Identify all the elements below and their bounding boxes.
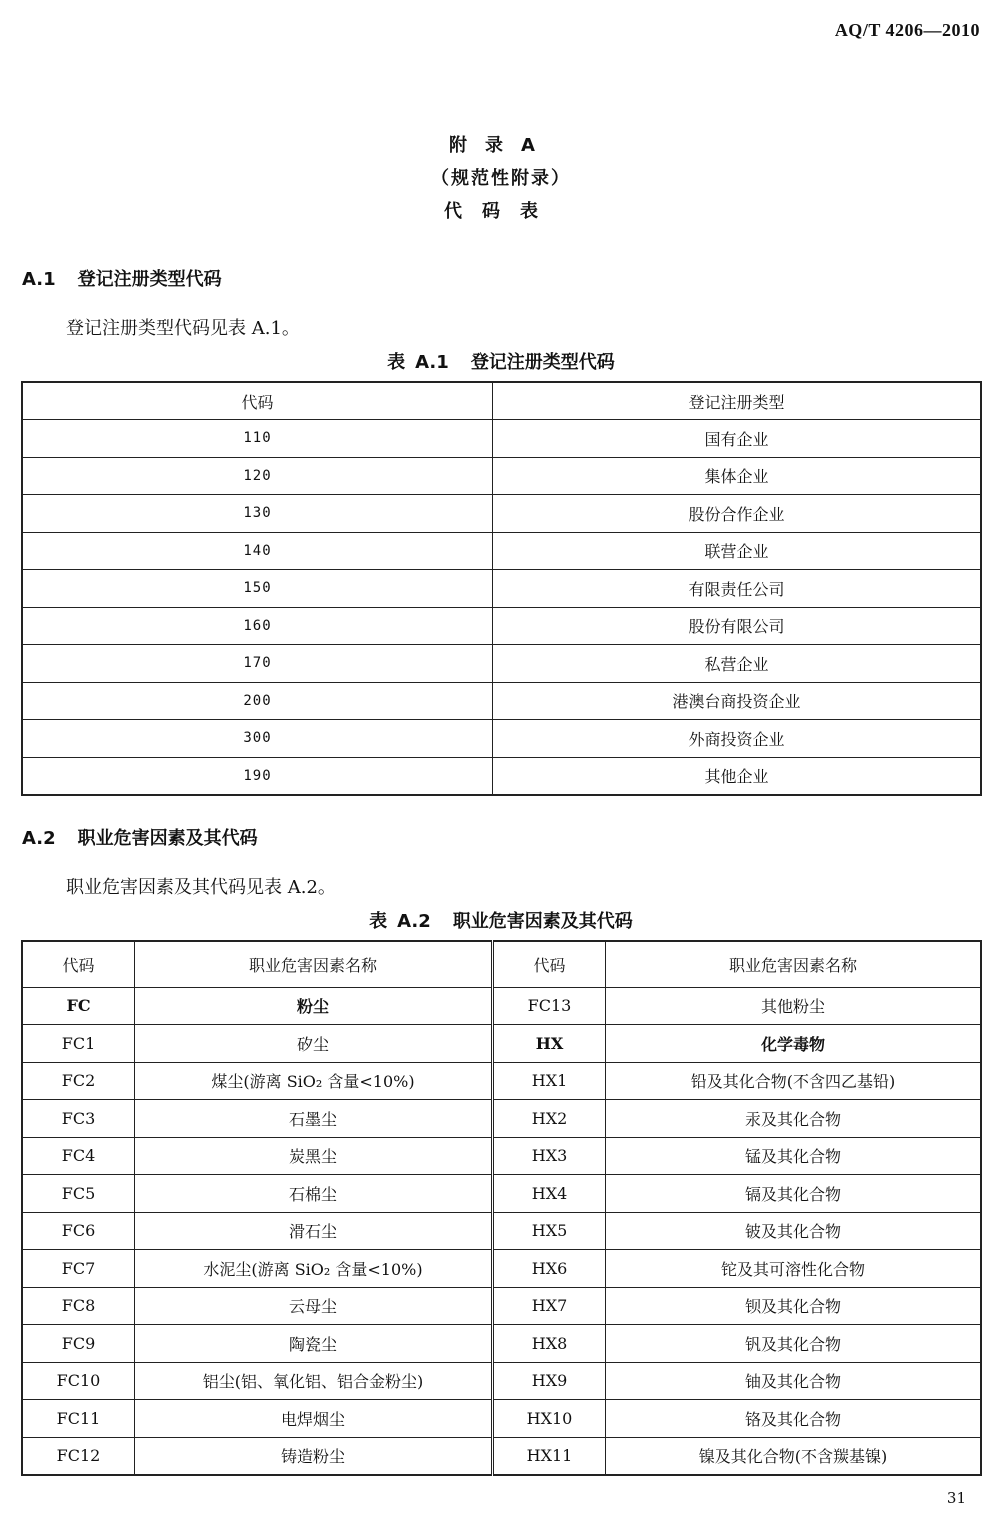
hazard-name-cell: 炭黑尘 xyxy=(135,1137,493,1175)
hazard-name-cell: 云母尘 xyxy=(135,1287,493,1325)
hazard-name-cell: 铀及其化合物 xyxy=(606,1362,982,1400)
hazard-name-cell: 钡及其化合物 xyxy=(606,1287,982,1325)
hazard-code-cell: HX8 xyxy=(493,1325,606,1363)
hazard-name-cell: 陶瓷尘 xyxy=(135,1325,493,1363)
header-name-left: 职业危害因素名称 xyxy=(135,941,493,987)
table-row xyxy=(22,1062,981,1100)
hazard-name-cell: 铝尘(铝、氧化铝、铝合金粉尘) xyxy=(135,1362,493,1400)
table-row xyxy=(22,1137,981,1175)
hazard-name-cell: 镍及其化合物(不含羰基镍) xyxy=(606,1437,982,1475)
section-a1-paragraph: 登记注册类型代码见表 A.1。 xyxy=(66,318,300,339)
section-a2-heading xyxy=(22,824,258,850)
hazard-code-cell: FC xyxy=(22,987,135,1025)
code-cell: 170 xyxy=(22,645,493,683)
hazard-name-cell: 电焊烟尘 xyxy=(135,1400,493,1438)
standard-code: AQ/T 4206—2010 xyxy=(834,20,980,40)
header-name-right: 职业危害因素名称 xyxy=(606,941,982,987)
hazard-code-cell: HX xyxy=(493,1025,606,1063)
table-a1-caption-number: A.1 xyxy=(415,352,449,373)
hazard-name-cell: 矽尘 xyxy=(135,1025,493,1063)
hazard-factor-table xyxy=(21,940,982,1476)
table-row xyxy=(22,682,981,720)
hazard-code-cell: HX9 xyxy=(493,1362,606,1400)
hazard-name-cell: 铅及其化合物(不含四乙基铅) xyxy=(606,1062,982,1100)
table-row xyxy=(22,987,981,1025)
registration-type-cell: 私营企业 xyxy=(493,645,982,683)
code-cell: 120 xyxy=(22,457,493,495)
table-a1-caption-prefix: 表 xyxy=(387,352,406,373)
code-cell: 190 xyxy=(22,757,493,795)
hazard-name-cell: 汞及其化合物 xyxy=(606,1100,982,1138)
header-code-right: 代码 xyxy=(493,941,606,987)
hazard-name-cell: 铬及其化合物 xyxy=(606,1400,982,1438)
hazard-name-cell: 镉及其化合物 xyxy=(606,1175,982,1213)
hazard-code-cell: FC7 xyxy=(22,1250,135,1288)
hazard-name-cell: 滑石尘 xyxy=(135,1212,493,1250)
hazard-name-cell: 水泥尘(游离 SiO₂ 含量<10%) xyxy=(135,1250,493,1288)
table-row xyxy=(22,1325,981,1363)
appendix-name: 代码表 xyxy=(444,201,558,222)
hazard-code-cell: HX4 xyxy=(493,1175,606,1213)
hazard-name-cell: 锰及其化合物 xyxy=(606,1137,982,1175)
hazard-name-cell: 石墨尘 xyxy=(135,1100,493,1138)
hazard-name-cell: 铊及其可溶性化合物 xyxy=(606,1250,982,1288)
code-cell: 130 xyxy=(22,495,493,533)
table-a1-caption-title: 登记注册类型代码 xyxy=(470,352,615,373)
hazard-name-cell: 粉尘 xyxy=(135,987,493,1025)
registration-type-cell: 集体企业 xyxy=(493,457,982,495)
hazard-code-cell: FC11 xyxy=(22,1400,135,1438)
hazard-code-cell: HX2 xyxy=(493,1100,606,1138)
registration-type-cell: 国有企业 xyxy=(493,420,982,458)
table-row xyxy=(22,1287,981,1325)
hazard-code-cell: HX11 xyxy=(493,1437,606,1475)
hazard-code-cell: FC6 xyxy=(22,1212,135,1250)
table-row xyxy=(22,1175,981,1213)
table-a2-caption-prefix: 表 xyxy=(369,911,388,932)
code-cell: 300 xyxy=(22,720,493,758)
hazard-name-cell: 钒及其化合物 xyxy=(606,1325,982,1363)
registration-type-cell: 有限责任公司 xyxy=(493,570,982,608)
hazard-name-cell: 煤尘(游离 SiO₂ 含量<10%) xyxy=(135,1062,493,1100)
registration-type-cell: 联营企业 xyxy=(493,532,982,570)
hazard-code-cell: HX10 xyxy=(493,1400,606,1438)
registration-type-table xyxy=(21,381,982,796)
table-row xyxy=(22,1400,981,1438)
table-a2-caption-title: 职业危害因素及其代码 xyxy=(452,911,633,932)
hazard-code-cell: FC8 xyxy=(22,1287,135,1325)
hazard-name-cell: 铍及其化合物 xyxy=(606,1212,982,1250)
table-row xyxy=(22,570,981,608)
hazard-name-cell: 其他粉尘 xyxy=(606,987,982,1025)
code-cell: 140 xyxy=(22,532,493,570)
page-number: 31 xyxy=(946,1489,966,1507)
hazard-name-cell: 石棉尘 xyxy=(135,1175,493,1213)
table-row xyxy=(22,1250,981,1288)
hazard-code-cell: FC4 xyxy=(22,1137,135,1175)
registration-type-cell: 其他企业 xyxy=(493,757,982,795)
table-row xyxy=(22,607,981,645)
hazard-code-cell: FC13 xyxy=(493,987,606,1025)
hazard-code-cell: FC10 xyxy=(22,1362,135,1400)
table-header-row xyxy=(22,941,981,987)
table-row xyxy=(22,1362,981,1400)
registration-type-cell: 外商投资企业 xyxy=(493,720,982,758)
section-a2-title: 职业危害因素及其代码 xyxy=(77,828,258,849)
registration-type-cell: 股份合作企业 xyxy=(493,495,982,533)
header-code-left: 代码 xyxy=(22,941,135,987)
hazard-code-cell: HX6 xyxy=(493,1250,606,1288)
table-row xyxy=(22,757,981,795)
section-a1-heading xyxy=(22,265,222,291)
hazard-code-cell: FC9 xyxy=(22,1325,135,1363)
hazard-code-cell: HX5 xyxy=(493,1212,606,1250)
section-a2-number: A.2 xyxy=(22,828,56,849)
table-header-row xyxy=(22,382,981,420)
hazard-name-cell: 铸造粉尘 xyxy=(135,1437,493,1475)
appendix-subtitle: （规范性附录） xyxy=(431,168,571,189)
table-row xyxy=(22,420,981,458)
hazard-code-cell: FC3 xyxy=(22,1100,135,1138)
code-cell: 200 xyxy=(22,682,493,720)
table-a1-caption xyxy=(0,348,1002,374)
table-row xyxy=(22,457,981,495)
table-row xyxy=(22,532,981,570)
table-row xyxy=(22,645,981,683)
table-row xyxy=(22,1100,981,1138)
table-a2-caption xyxy=(0,907,1002,933)
hazard-code-cell: HX3 xyxy=(493,1137,606,1175)
table-a2-caption-number: A.2 xyxy=(397,911,431,932)
hazard-code-cell: FC1 xyxy=(22,1025,135,1063)
hazard-code-cell: FC2 xyxy=(22,1062,135,1100)
section-a1-number: A.1 xyxy=(22,269,56,290)
hazard-code-cell: HX7 xyxy=(493,1287,606,1325)
appendix-title: 附录A xyxy=(449,135,553,156)
code-cell: 160 xyxy=(22,607,493,645)
section-a2-paragraph: 职业危害因素及其代码见表 A.2。 xyxy=(66,877,336,898)
table-row xyxy=(22,1437,981,1475)
registration-type-cell: 港澳台商投资企业 xyxy=(493,682,982,720)
code-cell: 110 xyxy=(22,420,493,458)
table-row xyxy=(22,720,981,758)
code-cell: 150 xyxy=(22,570,493,608)
header-code: 代码 xyxy=(22,382,493,420)
hazard-code-cell: FC5 xyxy=(22,1175,135,1213)
table-row xyxy=(22,1212,981,1250)
section-a1-title: 登记注册类型代码 xyxy=(77,269,222,290)
registration-type-cell: 股份有限公司 xyxy=(493,607,982,645)
hazard-code-cell: HX1 xyxy=(493,1062,606,1100)
header-registration-type: 登记注册类型 xyxy=(493,382,982,420)
hazard-code-cell: FC12 xyxy=(22,1437,135,1475)
table-row xyxy=(22,495,981,533)
table-row xyxy=(22,1025,981,1063)
hazard-name-cell: 化学毒物 xyxy=(606,1025,982,1063)
